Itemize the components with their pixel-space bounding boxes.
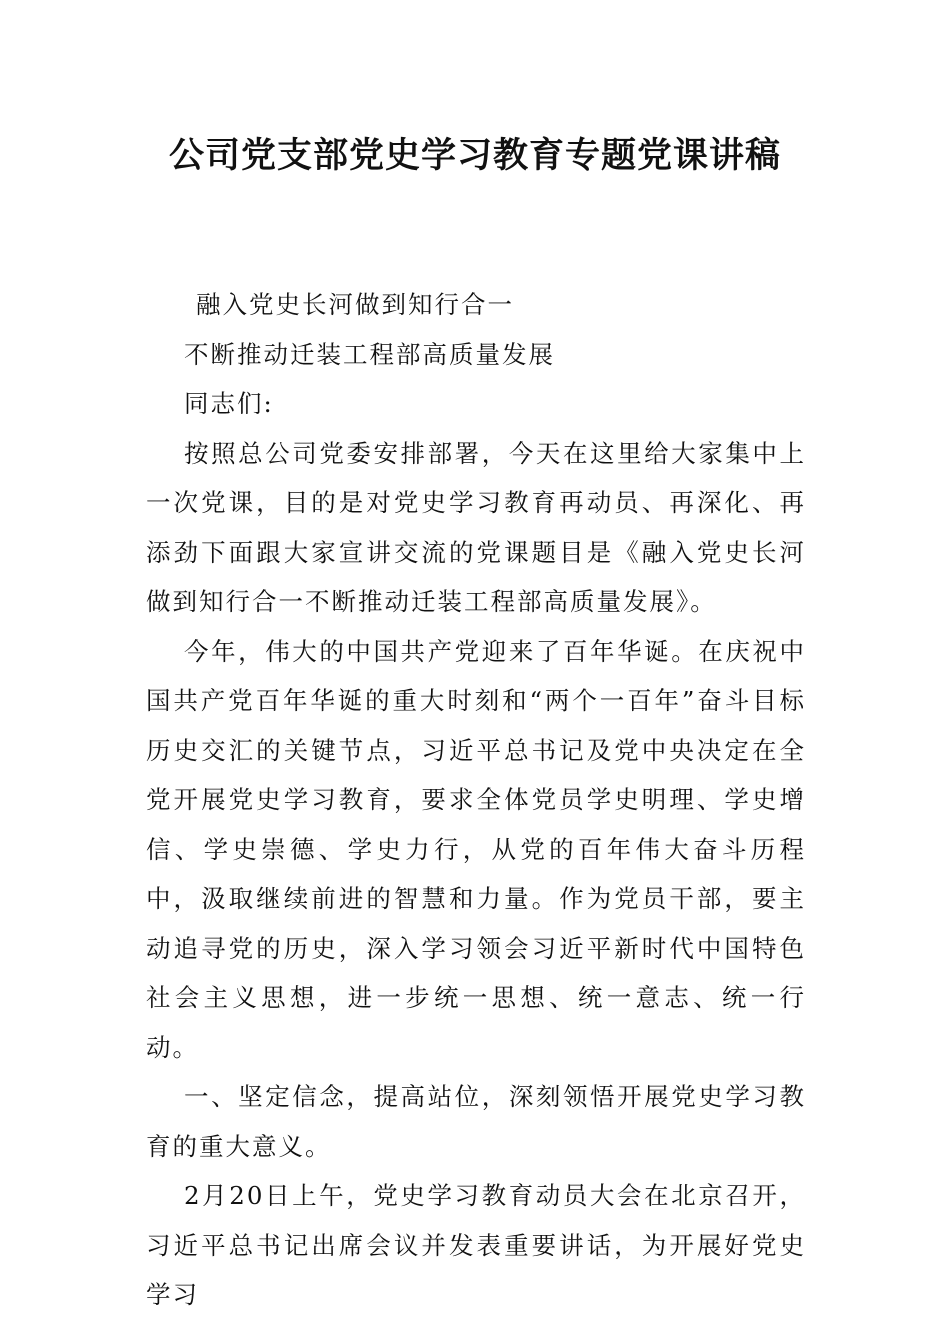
paragraph-1: 按照总公司党委安排部署，今天在这里给大家集中上一次党课，目的是对党史学习教育再动员、再深化、再添劲下面跟大家宣讲交流的党课题目是《融入党史长河做到知行合一不断推动迁装工程部高质量发展》。	[146, 438, 806, 616]
salutation: 同志们:	[184, 389, 274, 418]
paragraph-3: 2月20日上午，党史学习教育动员大会在北京召开，习近平总书记出席会议并发表重要讲话，为开展好党史学习	[146, 1181, 806, 1309]
document-title: 公司党支部党史学习教育专题党课讲稿	[168, 136, 781, 176]
paragraph-2: 今年，伟大的中国共产党迎来了百年华诞。在庆祝中国共产党百年华诞的重大时刻和“两个一百年”奋斗目标历史交汇的关键节点，习近平总书记及党中央决定在全党开展党史学习教育，要求全体党员学史明理、学史增信、学史崇德、学史力行，从党的百年伟大奋斗历程中，汲取继续前进的智慧和力量。作为党员干部，要主动追寻党的历史，深入学习领会习近平新时代中国特色社会主义思想，进一步统一思想、统一意志、统一行动。	[146, 636, 806, 1062]
document-body	[146, 280, 806, 1320]
subtitle-line-2: 不断推动迁装工程部高质量发展	[184, 339, 555, 369]
section-heading-1: 一、坚定信念，提高站位，深刻领悟开展党史学习教育的重大意义。	[146, 1082, 806, 1161]
subtitle-line-1: 融入党史长河做到知行合一	[196, 290, 514, 319]
